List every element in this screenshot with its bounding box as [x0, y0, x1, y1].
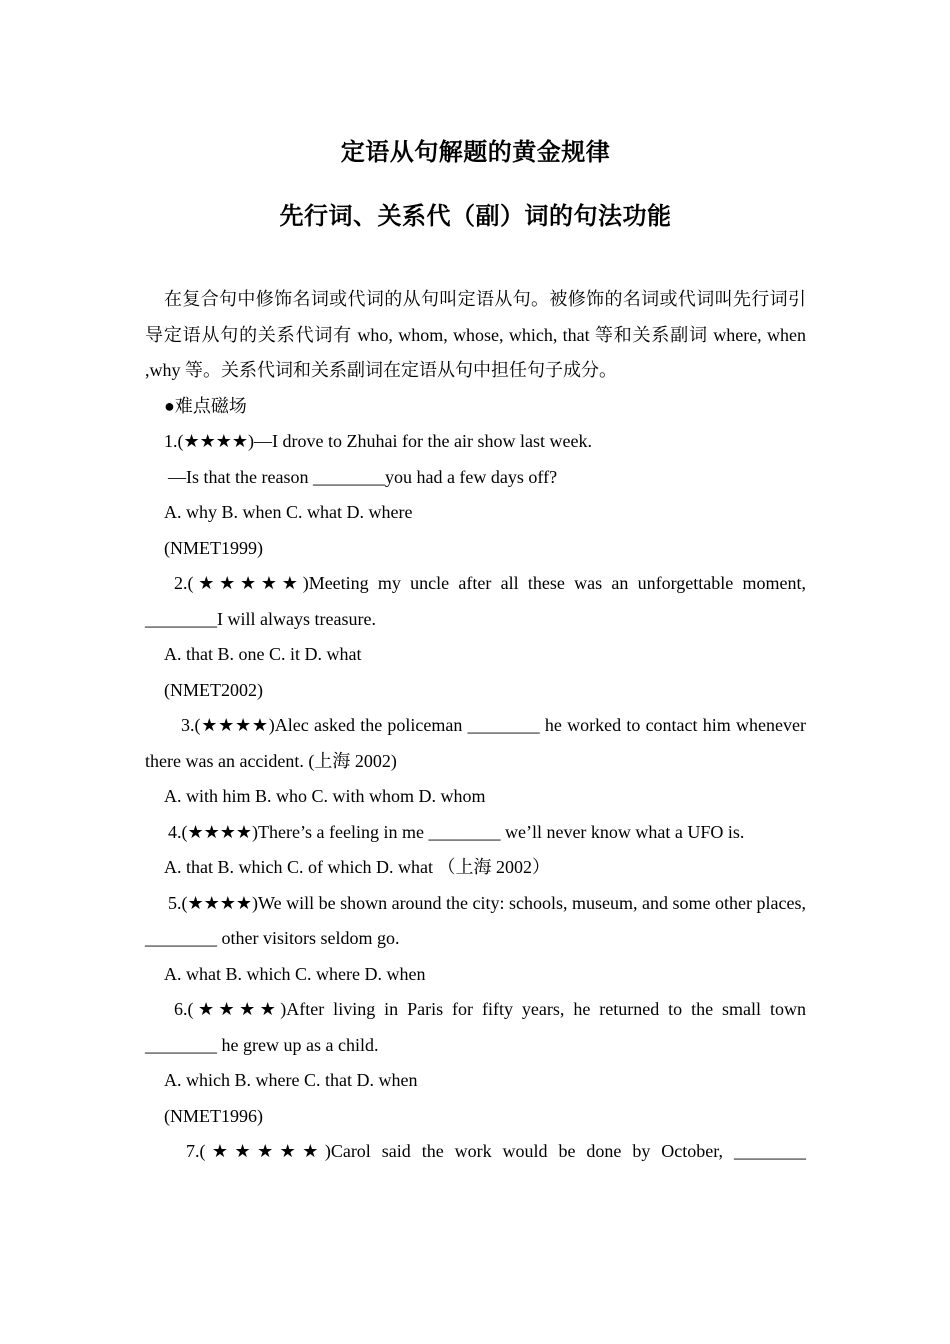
document-subtitle: 先行词、关系代（副）词的句法功能	[279, 201, 672, 230]
section-heading: ●难点磁场	[164, 395, 247, 416]
question-1-stem-2: —Is that the reason ________you had a few days off?	[168, 466, 558, 487]
question-5-stem: 5.(★★★★)We will be shown around the city: schools, museum, and some other places, ________ other visitors seldom go.	[145, 892, 806, 948]
document-title: 定语从句解题的黄金规律	[340, 137, 611, 166]
question-1-source: (NMET1999)	[164, 537, 263, 558]
question-3-stem: 3.(★★★★)Alec asked the policeman ________ he worked to contact him whenever there was an accident. (上海 2002)	[145, 715, 806, 771]
question-2-source: (NMET2002)	[164, 679, 263, 700]
question-3-options: A. with him B. who C. with whom D. whom	[164, 786, 486, 806]
question-6-stem: 6.(★★★★)After living in Paris for fifty years, he returned to the small town ________ he grew up as a child.	[145, 999, 806, 1055]
question-5-options: A. what B. which C. where D. when	[164, 963, 426, 984]
question-1-stem: 1.(★★★★)—I drove to Zhuhai for the air show last week.	[164, 431, 592, 451]
question-7-stem: 7.(★★★★★)Carol said the work would be done by October, ________	[186, 1141, 806, 1161]
question-2-options: A. that B. one C. it D. what	[164, 644, 362, 664]
document-body	[145, 282, 806, 1170]
question-4-stem: 4.(★★★★)There’s a feeling in me ________ we’ll never know what a UFO is.	[168, 821, 745, 842]
question-2-stem: 2.(★★★★★)Meeting my uncle after all these was an unforgettable moment, ________I will always treasure.	[145, 573, 806, 629]
question-1-options: A. why B. when C. what D. where	[164, 502, 413, 522]
question-6-options: A. which B. where C. that D. when	[164, 1070, 418, 1090]
question-6-source: (NMET1996)	[164, 1105, 263, 1126]
intro-paragraph: 在复合句中修饰名词或代词的从句叫定语从句。被修饰的名词或代词叫先行词引导定语从句的关系代词有 who, whom, whose, which, that 等和关系副词 where, when ,why 等。关系代词和关系副词在定语从句中担任句子成分。	[145, 289, 806, 380]
question-4-options: A. that B. which C. of which D. what （上海 2002）	[164, 857, 550, 877]
